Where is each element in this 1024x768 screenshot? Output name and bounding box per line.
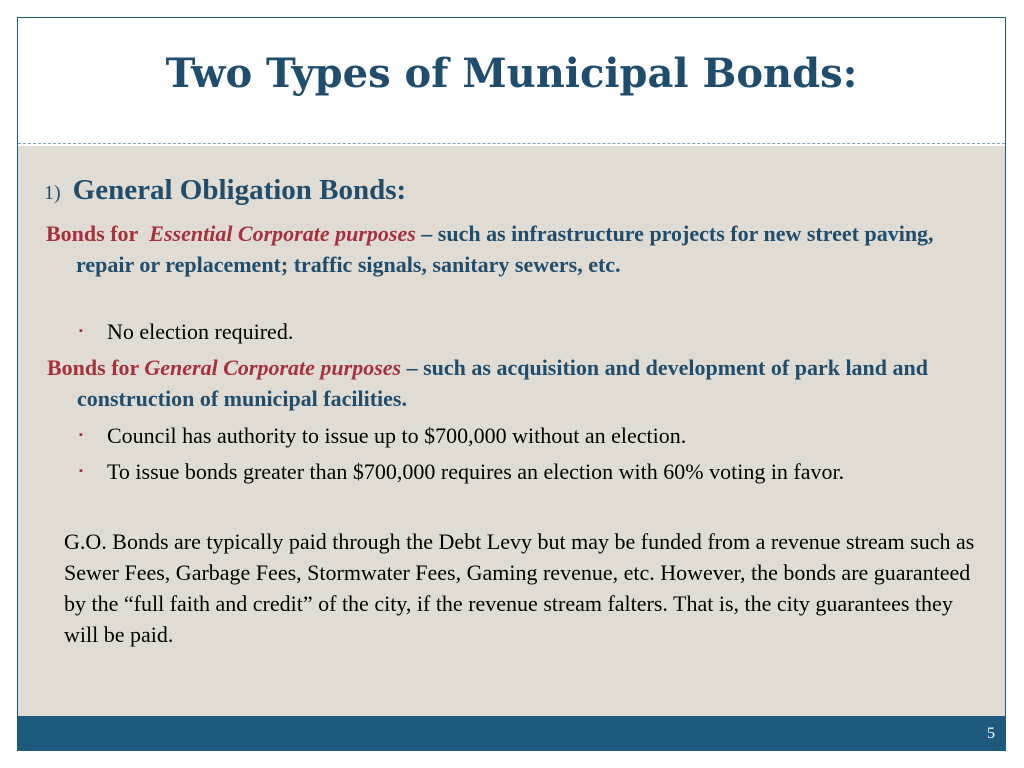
slide-frame	[17, 17, 1006, 751]
heading-text: General Obligation Bonds:	[72, 174, 407, 206]
heading-general-obligation	[44, 174, 406, 207]
p1-rest: – such as infrastructure projects for new street paving, repair or replacement; traffic signals, sanitary sewers, etc.	[76, 221, 934, 277]
bullet-election-required	[79, 456, 977, 487]
p2-rest: – such as acquisition and development of park land and construction of municipal facilities.	[77, 355, 928, 411]
bullet-no-election	[79, 316, 967, 347]
p2-emphasis: General Corporate purposes	[144, 355, 402, 380]
p2-lead: Bonds for	[47, 355, 139, 380]
p1-lead: Bonds for	[46, 221, 139, 246]
bullet-text: To issue bonds greater than $700,000 requires an election with 60% voting in favor.	[107, 459, 845, 484]
slide-number: 5	[987, 725, 995, 742]
title-area	[18, 18, 1005, 144]
bullet-square-icon: ▪	[79, 429, 83, 441]
paragraph-essential-purposes	[46, 218, 956, 280]
footer-bar	[18, 716, 1005, 750]
bullet-council-authority	[79, 420, 967, 451]
go-bonds-paragraph: G.O. Bonds are typically paid through the Debt Levy but may be funded from a revenue stream such as Sewer Fees, Garbage Fees, Stormwater Fees, Gaming revenue, etc. However, the bonds are guaranteed by the “full faith and credit” of the city, if the revenue stream falters. That is, the city guarantees they will be paid.	[64, 529, 975, 647]
bullet-text: Council has authority to issue up to $700,000 without an election.	[107, 423, 687, 448]
content-area	[18, 146, 1005, 717]
paragraph-general-purposes	[47, 352, 977, 414]
p1-emphasis: Essential Corporate purposes	[149, 221, 416, 246]
bullet-text: No election required.	[107, 319, 294, 344]
heading-number: 1)	[44, 182, 61, 204]
bullet-square-icon: ▪	[79, 465, 83, 477]
slide-title: Two Types of Municipal Bonds:	[165, 50, 858, 97]
bullet-square-icon: ▪	[79, 325, 83, 337]
